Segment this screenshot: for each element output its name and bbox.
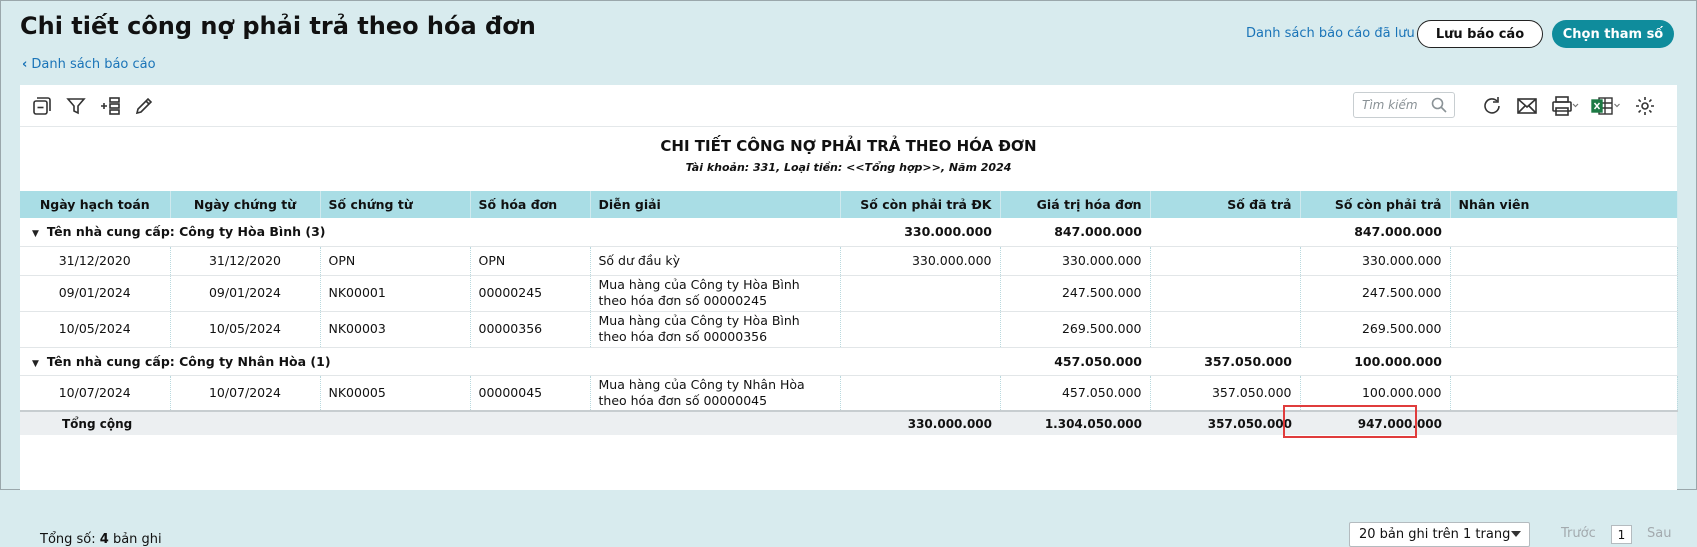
cell-opening: [840, 375, 1000, 411]
cell-invoice-no: 00000045: [470, 375, 590, 411]
cell-opening: 330.000.000: [840, 246, 1000, 275]
report-subtitle: Tài khoản: 331, Loại tiền: <<Tổng hợp>>, Năm 2024: [685, 161, 1012, 174]
next-page-button[interactable]: Sau: [1647, 526, 1672, 541]
table-row[interactable]: [20, 246, 1677, 275]
col-staff[interactable]: Nhân viên: [1450, 191, 1677, 218]
cell-staff: [1450, 311, 1677, 347]
total-label: Tổng cộng: [20, 411, 840, 435]
group-paid: [1150, 218, 1300, 246]
report-table: [20, 191, 1678, 435]
cell-paid: [1150, 275, 1300, 311]
total-invoice-value: 1.304.050.000: [1000, 411, 1150, 435]
group-invoice-value: 457.050.000: [1000, 347, 1150, 375]
collapse-icon[interactable]: [30, 94, 54, 118]
cell-post-date: 10/05/2024: [20, 311, 170, 347]
col-post-date[interactable]: Ngày hạch toán: [20, 191, 170, 218]
cell-remaining: 100.000.000: [1300, 375, 1450, 411]
cell-invoice-value: 330.000.000: [1000, 246, 1150, 275]
group-opening: 330.000.000: [840, 218, 1000, 246]
col-remaining[interactable]: Số còn phải trả: [1300, 191, 1450, 218]
cell-description: Mua hàng của Công ty Hòa Bình theo hóa đơn số 00000245: [590, 275, 840, 311]
group-remaining: 847.000.000: [1300, 218, 1450, 246]
cell-doc-date: 09/01/2024: [170, 275, 320, 311]
cell-paid: [1150, 246, 1300, 275]
report-title: CHI TIẾT CÔNG NỢ PHẢI TRẢ THEO HÓA ĐƠN: [660, 137, 1037, 155]
back-link-label: Danh sách báo cáo: [31, 57, 156, 72]
caret-down-icon[interactable]: ▼: [32, 358, 39, 369]
email-icon[interactable]: [1515, 94, 1539, 118]
total-opening: 330.000.000: [840, 411, 1000, 435]
report-panel: [20, 85, 1677, 547]
cell-remaining: 330.000.000: [1300, 246, 1450, 275]
cell-post-date: 10/07/2024: [20, 375, 170, 411]
add-column-icon[interactable]: [98, 94, 122, 118]
chevron-left-icon: ‹: [22, 57, 28, 72]
cell-doc-date: 10/07/2024: [170, 375, 320, 411]
group-label: Tên nhà cung cấp: Công ty Hòa Bình (3): [46, 224, 326, 240]
choose-params-button[interactable]: Chọn tham số: [1552, 20, 1674, 48]
cell-invoice-value: 269.500.000: [1000, 311, 1150, 347]
col-doc-date[interactable]: Ngày chứng từ: [170, 191, 320, 218]
cell-staff: [1450, 246, 1677, 275]
col-description[interactable]: Diễn giải: [590, 191, 840, 218]
page-size-value: 20 bản ghi trên 1 trang: [1359, 527, 1511, 542]
table-row[interactable]: [20, 275, 1677, 311]
cell-invoice-value: 247.500.000: [1000, 275, 1150, 311]
cell-remaining: 269.500.000: [1300, 311, 1450, 347]
cell-description: Mua hàng của Công ty Hòa Bình theo hóa đơn số 00000356: [590, 311, 840, 347]
cell-post-date: 09/01/2024: [20, 275, 170, 311]
cell-post-date: 31/12/2020: [20, 246, 170, 275]
group-label: Tên nhà cung cấp: Công ty Nhân Hòa (1): [46, 353, 331, 369]
cell-invoice-no: 00000245: [470, 275, 590, 311]
cell-invoice-no: 00000356: [470, 311, 590, 347]
cell-paid: [1150, 311, 1300, 347]
doc-no-link[interactable]: NK00005: [320, 375, 470, 411]
cell-paid: 357.050.000: [1150, 375, 1300, 411]
group-staff: [1450, 347, 1677, 375]
dropdown-arrow-icon: [1511, 531, 1521, 537]
doc-no-link[interactable]: NK00001: [320, 275, 470, 311]
total-staff: [1450, 411, 1677, 435]
search-box[interactable]: [1353, 92, 1455, 118]
record-count-suffix: bản ghi: [108, 532, 162, 547]
col-opening-payable[interactable]: Số còn phải trả ĐK: [840, 191, 1000, 218]
record-count: [40, 532, 162, 547]
group-row[interactable]: [20, 218, 1677, 246]
total-paid: 357.050.000: [1150, 411, 1300, 435]
table-header-row: [20, 191, 1677, 218]
record-count-prefix: Tổng số:: [40, 532, 100, 547]
cell-doc-no: OPN: [320, 246, 470, 275]
cell-description: Số dư đầu kỳ: [590, 246, 840, 275]
record-count-value: 4: [99, 532, 109, 547]
toolbar: [20, 85, 1677, 127]
col-invoice-value[interactable]: Giá trị hóa đơn: [1000, 191, 1150, 218]
cell-doc-date: 31/12/2020: [170, 246, 320, 275]
table-row[interactable]: [20, 311, 1677, 347]
cell-doc-date: 10/05/2024: [170, 311, 320, 347]
search-icon[interactable]: [1430, 96, 1448, 118]
group-paid: 357.050.000: [1150, 347, 1300, 375]
total-remaining: 947.000.000: [1300, 411, 1450, 435]
group-invoice-value: 847.000.000: [1000, 218, 1150, 246]
group-opening: [840, 347, 1000, 375]
col-invoice-no[interactable]: Số hóa đơn: [470, 191, 590, 218]
group-staff: [1450, 218, 1677, 246]
excel-icon[interactable]: [1590, 94, 1622, 118]
save-report-button[interactable]: Lưu báo cáo: [1417, 20, 1543, 48]
total-row: [20, 411, 1677, 435]
current-page[interactable]: 1: [1611, 525, 1632, 544]
group-remaining: 100.000.000: [1300, 347, 1450, 375]
refresh-icon[interactable]: [1480, 94, 1504, 118]
table-row[interactable]: [20, 375, 1677, 411]
search-input[interactable]: [1362, 98, 1428, 112]
cell-remaining: 247.500.000: [1300, 275, 1450, 311]
cell-staff: [1450, 275, 1677, 311]
doc-no-link[interactable]: NK00003: [320, 311, 470, 347]
caret-down-icon[interactable]: ▼: [32, 229, 39, 240]
prev-page-button[interactable]: Trước: [1561, 526, 1596, 541]
page-title: Chi tiết công nợ phải trả theo hóa đơn: [20, 12, 536, 40]
cell-opening: [840, 311, 1000, 347]
settings-icon[interactable]: [1633, 94, 1657, 118]
filter-icon[interactable]: [64, 94, 88, 118]
print-icon[interactable]: [1550, 94, 1580, 118]
page-size-select[interactable]: [1349, 522, 1530, 547]
col-doc-no[interactable]: Số chứng từ: [320, 191, 470, 218]
group-row[interactable]: [20, 347, 1677, 375]
cell-description: Mua hàng của Công ty Nhân Hòa theo hóa đơn số 00000045: [590, 375, 840, 411]
edit-icon[interactable]: [132, 94, 156, 118]
cell-invoice-value: 457.050.000: [1000, 375, 1150, 411]
back-to-report-list-link[interactable]: [22, 57, 156, 72]
cell-invoice-no: OPN: [470, 246, 590, 275]
cell-staff: [1450, 375, 1677, 411]
saved-reports-link[interactable]: Danh sách báo cáo đã lưu: [1246, 26, 1415, 41]
col-paid[interactable]: Số đã trả: [1150, 191, 1300, 218]
cell-opening: [840, 275, 1000, 311]
